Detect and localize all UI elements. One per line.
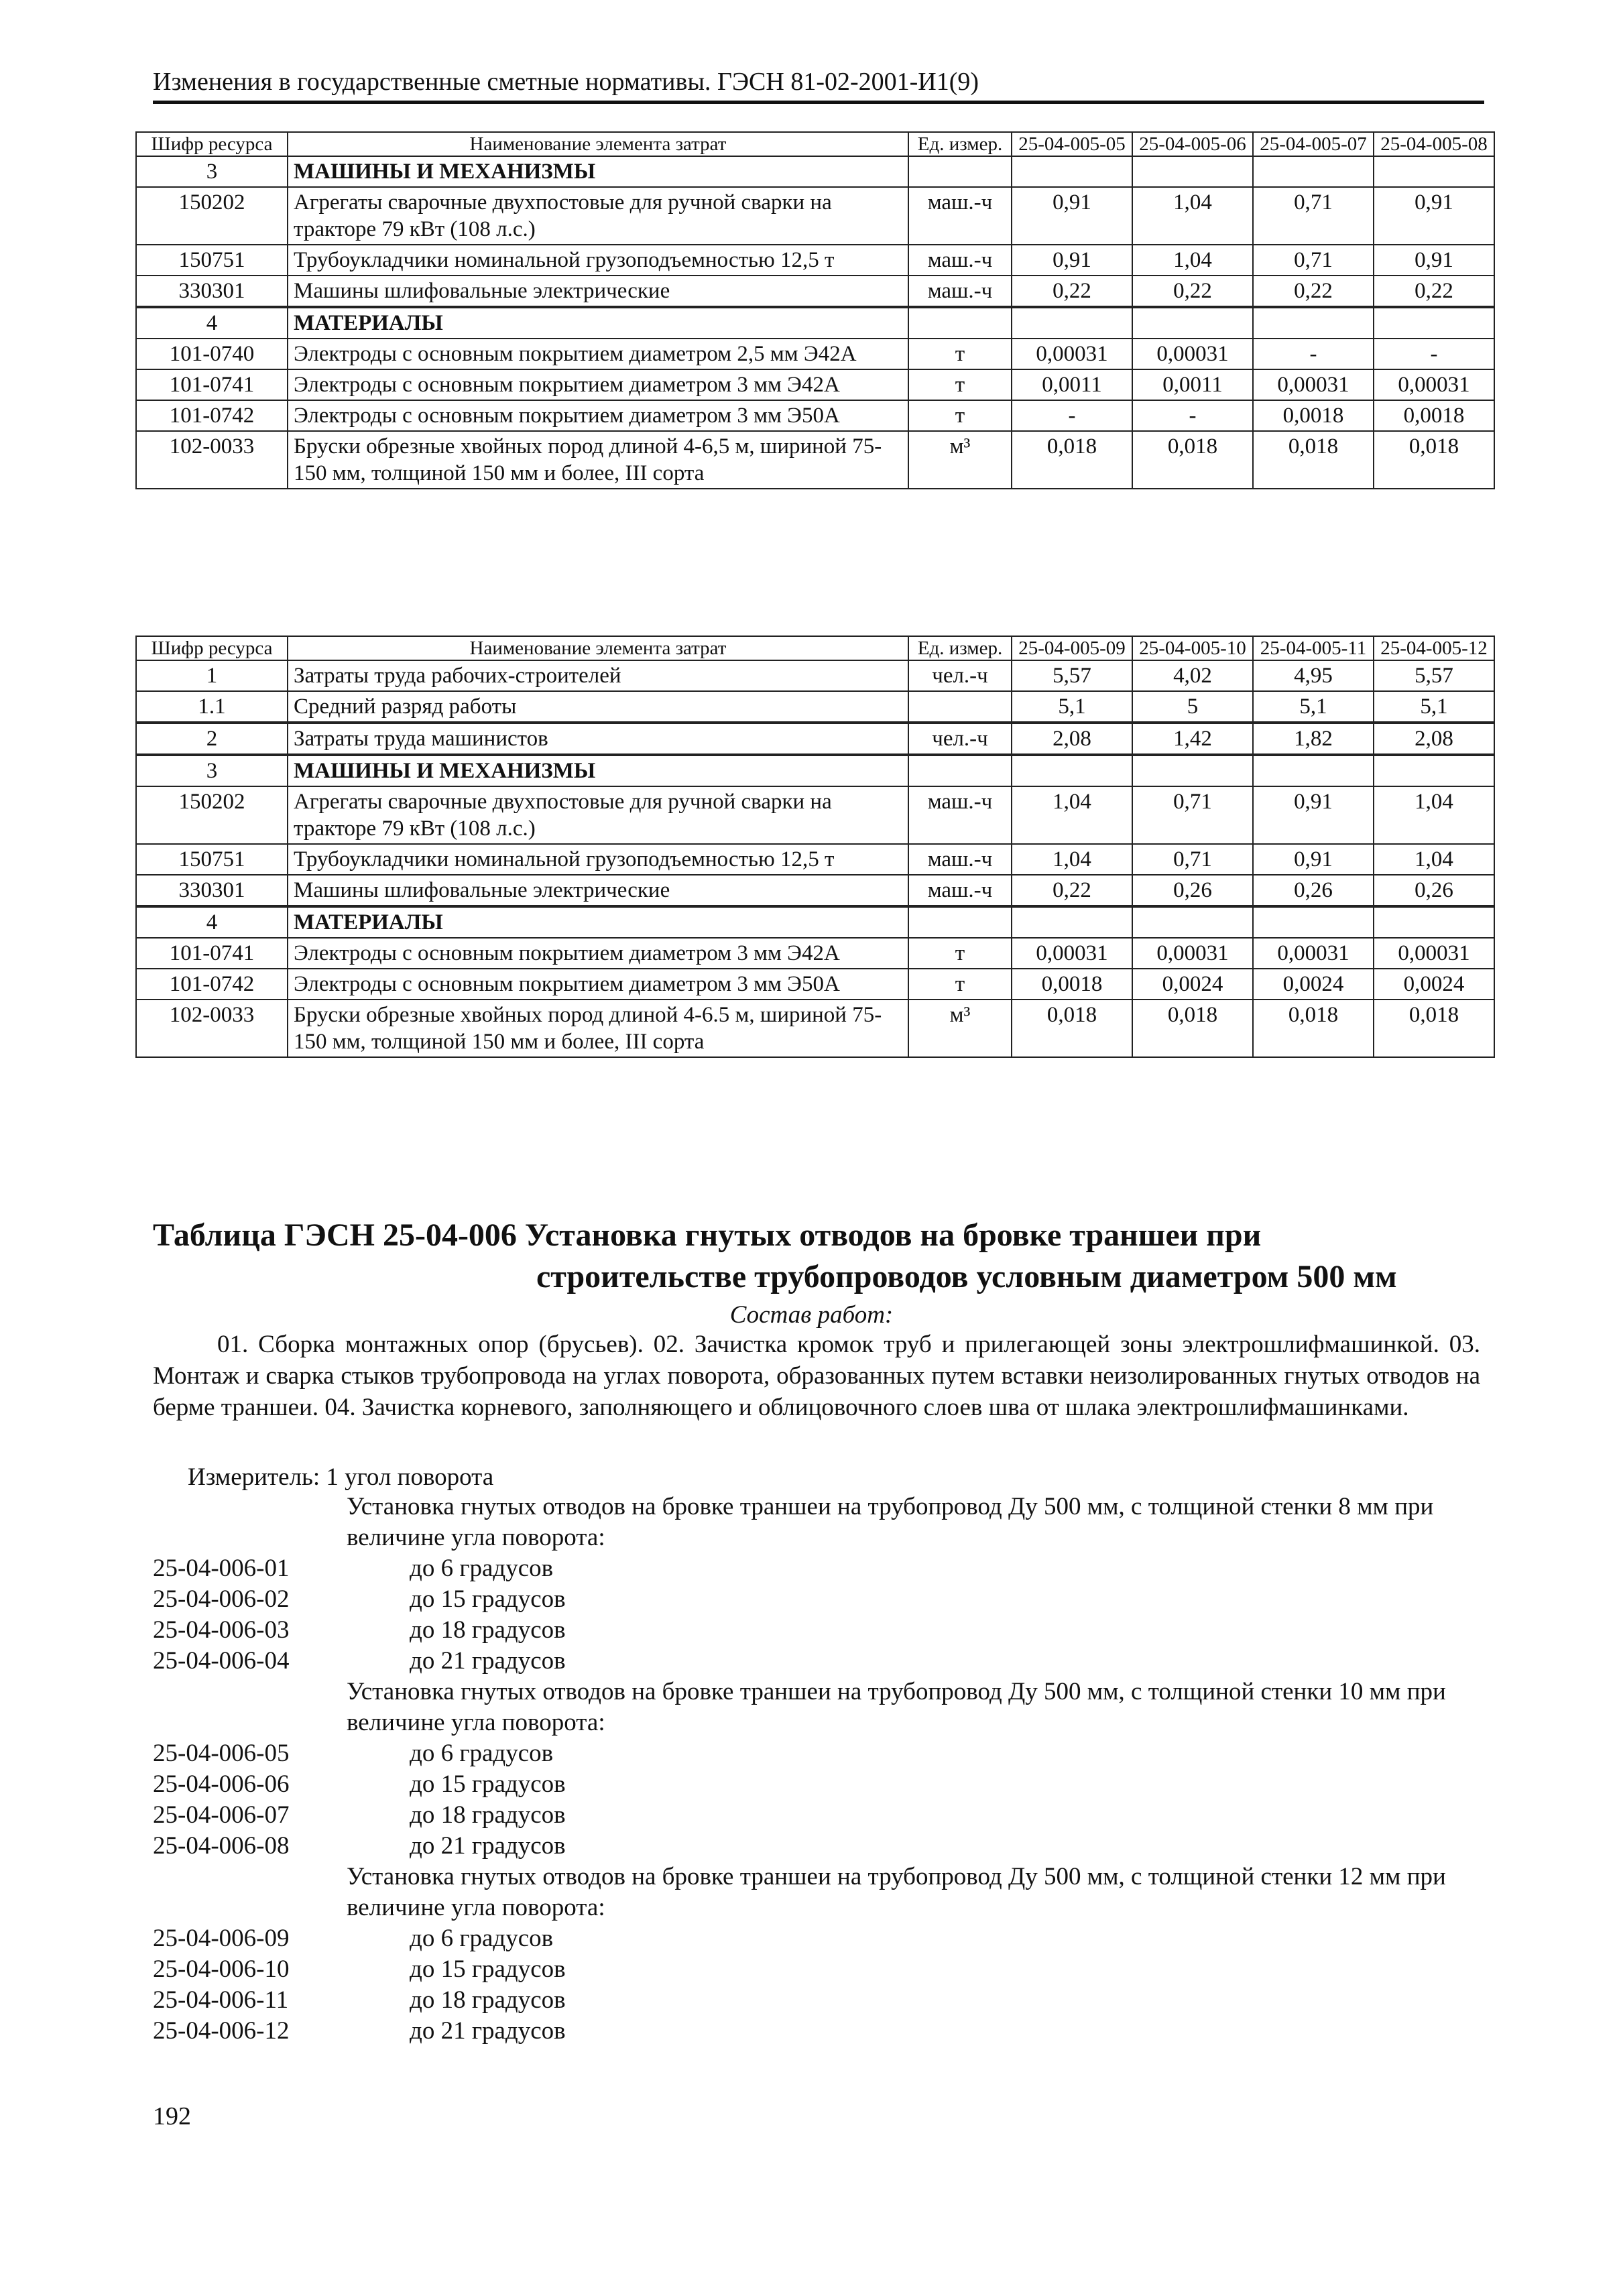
- resource-table-1: [135, 131, 1495, 489]
- row-value-1: 0,0011: [1012, 369, 1132, 400]
- row-value-4: 5,57: [1374, 660, 1494, 691]
- row-code: 150202: [136, 786, 288, 844]
- norm-code: 25-04-006-11: [153, 1986, 289, 2014]
- row-code: 101-0741: [136, 369, 288, 400]
- row-value-2: 0,0011: [1132, 369, 1253, 400]
- row-unit: маш.-ч: [908, 245, 1012, 276]
- row-code: 330301: [136, 276, 288, 307]
- row-value-2: 0,018: [1132, 431, 1253, 489]
- row-value-1: 0,0018: [1012, 969, 1132, 1000]
- row-value-2: 1,04: [1132, 187, 1253, 245]
- row-value-2: 0,71: [1132, 844, 1253, 875]
- row-code: 102-0033: [136, 1000, 288, 1057]
- table-row: [136, 187, 1494, 245]
- table-row: [136, 938, 1494, 969]
- header-name: Наименование элемента затрат: [288, 132, 908, 156]
- row-value-3: 1,82: [1253, 723, 1374, 755]
- section-title: [153, 1215, 1480, 1298]
- row-value-3: 0,22: [1253, 276, 1374, 307]
- row-value-4: 0,018: [1374, 1000, 1494, 1057]
- row-value-4: 0,018: [1374, 431, 1494, 489]
- norm-group-description: Установка гнутых отводов на бровке траншеи на трубопровод Ду 500 мм, с толщиной стенки 12 мм при величине угла поворота:: [347, 1863, 1446, 1921]
- row-value-3: 0,71: [1253, 245, 1374, 276]
- row-value-2: 0,0024: [1132, 969, 1253, 1000]
- row-value-4: 2,08: [1374, 723, 1494, 755]
- row-code: 101-0742: [136, 969, 288, 1000]
- row-code: 101-0742: [136, 400, 288, 431]
- table-row: [136, 755, 1494, 786]
- row-code: 102-0033: [136, 431, 288, 489]
- row-name: Трубоукладчики номинальной грузоподъемностью 12,5 т: [288, 245, 908, 276]
- norm-list-item: [153, 1923, 1480, 1954]
- running-header: Изменения в государственные сметные нормативы. ГЭСН 81-02-2001-И1(9): [153, 67, 1484, 104]
- row-value-1: [1012, 156, 1132, 187]
- row-code: 4: [136, 307, 288, 339]
- row-value-4: 0,00031: [1374, 938, 1494, 969]
- norm-list-item: [153, 1769, 1480, 1800]
- table-row: [136, 691, 1494, 723]
- row-code: 150751: [136, 245, 288, 276]
- table-row: [136, 369, 1494, 400]
- row-name: Трубоукладчики номинальной грузоподъемностью 12,5 т: [288, 844, 908, 875]
- norm-description: до 18 градусов: [410, 1616, 566, 1644]
- norm-list-item: [153, 1584, 1480, 1615]
- norm-code: 25-04-006-07: [153, 1801, 290, 1829]
- row-value-3: [1253, 906, 1374, 938]
- row-code: 1: [136, 660, 288, 691]
- header-unit: Ед. измер.: [908, 636, 1012, 660]
- row-value-4: [1374, 755, 1494, 786]
- row-unit: м³: [908, 431, 1012, 489]
- table-row: [136, 339, 1494, 369]
- table-row: [136, 307, 1494, 339]
- row-value-4: 0,26: [1374, 875, 1494, 906]
- row-value-1: 0,22: [1012, 875, 1132, 906]
- norm-description: до 6 градусов: [410, 1740, 554, 1767]
- row-value-3: 5,1: [1253, 691, 1374, 723]
- norm-list-item: [153, 1553, 1480, 1584]
- row-value-3: [1253, 156, 1374, 187]
- row-code: 3: [136, 156, 288, 187]
- row-value-1: 0,018: [1012, 1000, 1132, 1057]
- row-value-2: [1132, 906, 1253, 938]
- row-unit: [908, 307, 1012, 339]
- norm-code: 25-04-006-04: [153, 1647, 290, 1675]
- norm-list-item: [153, 1800, 1480, 1831]
- row-value-4: [1374, 307, 1494, 339]
- norm-description: до 15 градусов: [410, 1955, 566, 1983]
- row-value-1: 0,00031: [1012, 339, 1132, 369]
- norm-code: 25-04-006-12: [153, 2017, 290, 2045]
- row-value-2: [1132, 156, 1253, 187]
- row-name: Бруски обрезные хвойных пород длиной 4-6.5 м, шириной 75-150 мм, толщиной 150 мм и более, III сорта: [288, 1000, 908, 1057]
- norm-code: 25-04-006-05: [153, 1740, 290, 1767]
- row-value-3: 0,018: [1253, 431, 1374, 489]
- row-unit: [908, 906, 1012, 938]
- table-row: [136, 156, 1494, 187]
- norm-description: до 21 градусов: [410, 2017, 566, 2045]
- header-col4: 25-04-005-12: [1374, 636, 1494, 660]
- row-value-2: 5: [1132, 691, 1253, 723]
- row-unit: маш.-ч: [908, 276, 1012, 307]
- row-unit: маш.-ч: [908, 786, 1012, 844]
- header-unit: Ед. измер.: [908, 132, 1012, 156]
- row-value-1: [1012, 755, 1132, 786]
- row-unit: т: [908, 400, 1012, 431]
- row-value-4: 0,0024: [1374, 969, 1494, 1000]
- row-value-1: 0,22: [1012, 276, 1132, 307]
- row-value-4: 5,1: [1374, 691, 1494, 723]
- measure-unit: Измеритель: 1 угол поворота: [188, 1463, 494, 1491]
- row-code: 4: [136, 906, 288, 938]
- row-value-1: 5,57: [1012, 660, 1132, 691]
- resource-table-2: [135, 636, 1495, 1058]
- row-value-2: 0,00031: [1132, 339, 1253, 369]
- table-row: [136, 786, 1494, 844]
- table-row: [136, 660, 1494, 691]
- row-unit: маш.-ч: [908, 844, 1012, 875]
- row-value-2: 0,22: [1132, 276, 1253, 307]
- table-row: [136, 431, 1494, 489]
- norm-list-item: [153, 1954, 1480, 1985]
- header-code: Шифр ресурса: [136, 132, 288, 156]
- row-unit: т: [908, 369, 1012, 400]
- row-unit: чел.-ч: [908, 723, 1012, 755]
- row-value-3: 0,91: [1253, 786, 1374, 844]
- row-unit: маш.-ч: [908, 187, 1012, 245]
- table-row: [136, 723, 1494, 755]
- row-name: Машины шлифовальные электрические: [288, 276, 908, 307]
- row-value-4: [1374, 906, 1494, 938]
- row-name: МАШИНЫ И МЕХАНИЗМЫ: [288, 156, 908, 187]
- table-row: [136, 969, 1494, 1000]
- row-value-3: 0,26: [1253, 875, 1374, 906]
- row-name: Электроды с основным покрытием диаметром 3 мм Э42А: [288, 369, 908, 400]
- work-composition-heading: Состав работ:: [729, 1301, 894, 1329]
- row-value-3: [1253, 755, 1374, 786]
- header-col1: 25-04-005-05: [1012, 132, 1132, 156]
- row-code: 3: [136, 755, 288, 786]
- row-code: 330301: [136, 875, 288, 906]
- norm-list-item: [153, 1831, 1480, 1862]
- row-value-1: 1,04: [1012, 786, 1132, 844]
- row-value-3: 0,00031: [1253, 369, 1374, 400]
- row-value-3: 0,018: [1253, 1000, 1374, 1057]
- norm-description: до 18 градусов: [410, 1986, 566, 2014]
- norm-code: 25-04-006-02: [153, 1585, 290, 1613]
- norm-description: до 6 градусов: [410, 1925, 554, 1952]
- row-code: 150751: [136, 844, 288, 875]
- row-unit: [908, 691, 1012, 723]
- norm-description: до 21 градусов: [410, 1832, 566, 1860]
- header-name: Наименование элемента затрат: [288, 636, 908, 660]
- row-value-1: 2,08: [1012, 723, 1132, 755]
- header-col2: 25-04-005-10: [1132, 636, 1253, 660]
- row-value-2: 1,42: [1132, 723, 1253, 755]
- norm-list-item: [153, 1985, 1480, 2016]
- row-value-3: 0,00031: [1253, 938, 1374, 969]
- row-name: Машины шлифовальные электрические: [288, 875, 908, 906]
- row-value-2: -: [1132, 400, 1253, 431]
- row-value-3: [1253, 307, 1374, 339]
- row-name: Затраты труда машинистов: [288, 723, 908, 755]
- header-code: Шифр ресурса: [136, 636, 288, 660]
- row-value-4: 0,0018: [1374, 400, 1494, 431]
- row-unit: т: [908, 969, 1012, 1000]
- section-title-line-2: строительстве трубопроводов условным диаметром 500 мм: [536, 1259, 1397, 1294]
- row-name: МАТЕРИАЛЫ: [288, 906, 908, 938]
- work-composition-text: 01. Сборка монтажных опор (брусьев). 02. Зачистка кромок труб и прилегающей зоны электрошлифмашинкой. 03. Монтаж и сварка стыков трубопровода на углах поворота, образованных путем вставки неизолированных гнутых отводов на берме траншеи. 04. Зачистка корневого, заполняющего и облицовочного слоев шва от шлака электрошлифмашинками.: [153, 1331, 1480, 1421]
- row-value-2: [1132, 307, 1253, 339]
- row-value-2: 0,00031: [1132, 938, 1253, 969]
- row-value-3: -: [1253, 339, 1374, 369]
- norm-description: до 21 градусов: [410, 1647, 566, 1675]
- row-unit: м³: [908, 1000, 1012, 1057]
- table-row: [136, 875, 1494, 906]
- row-value-4: 0,00031: [1374, 369, 1494, 400]
- row-value-2: 0,018: [1132, 1000, 1253, 1057]
- norm-list-item: [153, 1738, 1480, 1769]
- norm-description: до 6 градусов: [410, 1555, 554, 1582]
- table-row: [136, 1000, 1494, 1057]
- table-row: [136, 906, 1494, 938]
- row-unit: [908, 156, 1012, 187]
- header-col2: 25-04-005-06: [1132, 132, 1253, 156]
- norm-description: до 15 градусов: [410, 1770, 566, 1798]
- section-title-line-1: Таблица ГЭСН 25-04-006 Установка гнутых отводов на бровке траншеи при: [153, 1217, 1262, 1253]
- row-value-4: 1,04: [1374, 844, 1494, 875]
- row-value-1: 0,00031: [1012, 938, 1132, 969]
- row-unit: [908, 755, 1012, 786]
- row-name: Агрегаты сварочные двухпостовые для ручной сварки на тракторе 79 кВт (108 л.с.): [288, 187, 908, 245]
- norm-group-description: Установка гнутых отводов на бровке траншеи на трубопровод Ду 500 мм, с толщиной стенки 10 мм при величине угла поворота:: [347, 1678, 1446, 1736]
- row-value-3: 0,91: [1253, 844, 1374, 875]
- header-col1: 25-04-005-09: [1012, 636, 1132, 660]
- row-name: Электроды с основным покрытием диаметром 3 мм Э42А: [288, 938, 908, 969]
- row-value-2: 0,26: [1132, 875, 1253, 906]
- row-code: 2: [136, 723, 288, 755]
- norm-code: 25-04-006-01: [153, 1555, 290, 1582]
- row-name: Электроды с основным покрытием диаметром 3 мм Э50А: [288, 969, 908, 1000]
- row-value-4: 0,91: [1374, 187, 1494, 245]
- norm-code: 25-04-006-09: [153, 1925, 290, 1952]
- norm-code: 25-04-006-08: [153, 1832, 290, 1860]
- row-value-3: 0,71: [1253, 187, 1374, 245]
- row-value-3: 0,0024: [1253, 969, 1374, 1000]
- page-number: 192: [153, 2102, 191, 2130]
- table-row: [136, 844, 1494, 875]
- row-value-2: 4,02: [1132, 660, 1253, 691]
- row-value-1: 0,91: [1012, 187, 1132, 245]
- row-name: Агрегаты сварочные двухпостовые для ручной сварки на тракторе 79 кВт (108 л.с.): [288, 786, 908, 844]
- row-code: 101-0741: [136, 938, 288, 969]
- row-name: Затраты труда рабочих-строителей: [288, 660, 908, 691]
- norm-list-item: [153, 1615, 1480, 1646]
- norm-code: 25-04-006-03: [153, 1616, 290, 1644]
- row-value-1: 0,91: [1012, 245, 1132, 276]
- row-code: 150202: [136, 187, 288, 245]
- row-name: Средний разряд работы: [288, 691, 908, 723]
- norm-code: 25-04-006-06: [153, 1770, 290, 1798]
- norm-list-item: [153, 2016, 1480, 2047]
- row-value-3: 0,0018: [1253, 400, 1374, 431]
- row-value-1: [1012, 307, 1132, 339]
- row-value-1: [1012, 906, 1132, 938]
- norm-description: до 18 градусов: [410, 1801, 566, 1829]
- row-value-4: 0,22: [1374, 276, 1494, 307]
- norm-list-item: [153, 1646, 1480, 1677]
- row-value-1: 1,04: [1012, 844, 1132, 875]
- row-code: 101-0740: [136, 339, 288, 369]
- row-value-2: 0,71: [1132, 786, 1253, 844]
- header-col3: 25-04-005-07: [1253, 132, 1374, 156]
- row-value-1: -: [1012, 400, 1132, 431]
- row-value-1: 5,1: [1012, 691, 1132, 723]
- table-row: [136, 400, 1494, 431]
- norm-group-description: Установка гнутых отводов на бровке траншеи на трубопровод Ду 500 мм, с толщиной стенки 8 мм при величине угла поворота:: [347, 1493, 1434, 1551]
- table-row: [136, 276, 1494, 307]
- row-unit: т: [908, 339, 1012, 369]
- row-name: Бруски обрезные хвойных пород длиной 4-6,5 м, шириной 75-150 мм, толщиной 150 мм и более, III сорта: [288, 431, 908, 489]
- row-value-2: 1,04: [1132, 245, 1253, 276]
- table-row: [136, 245, 1494, 276]
- row-value-2: [1132, 755, 1253, 786]
- row-value-4: [1374, 156, 1494, 187]
- row-unit: маш.-ч: [908, 875, 1012, 906]
- row-code: 1.1: [136, 691, 288, 723]
- row-value-4: 0,91: [1374, 245, 1494, 276]
- header-col4: 25-04-005-08: [1374, 132, 1494, 156]
- row-value-3: 4,95: [1253, 660, 1374, 691]
- row-value-4: -: [1374, 339, 1494, 369]
- row-value-1: 0,018: [1012, 431, 1132, 489]
- row-value-4: 1,04: [1374, 786, 1494, 844]
- norm-description: до 15 градусов: [410, 1585, 566, 1613]
- row-name: Электроды с основным покрытием диаметром 2,5 мм Э42А: [288, 339, 908, 369]
- row-unit: т: [908, 938, 1012, 969]
- row-unit: чел.-ч: [908, 660, 1012, 691]
- header-col3: 25-04-005-11: [1253, 636, 1374, 660]
- norm-code: 25-04-006-10: [153, 1955, 290, 1983]
- norm-list: [153, 1492, 1480, 2047]
- row-name: МАТЕРИАЛЫ: [288, 307, 908, 339]
- row-name: Электроды с основным покрытием диаметром 3 мм Э50А: [288, 400, 908, 431]
- row-name: МАШИНЫ И МЕХАНИЗМЫ: [288, 755, 908, 786]
